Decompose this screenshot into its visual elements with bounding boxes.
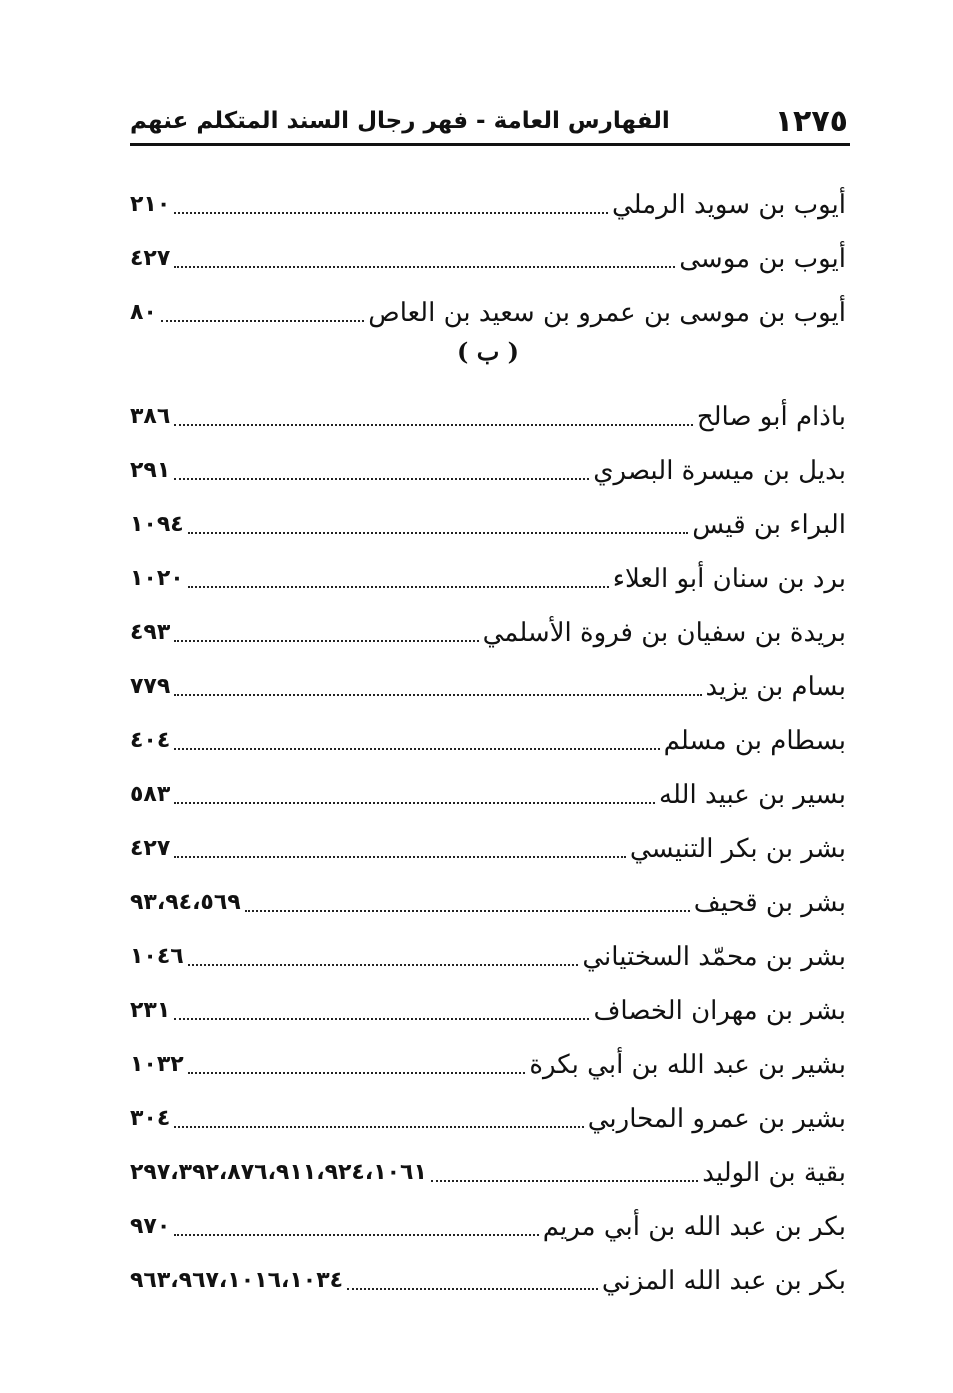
index-entry: [130, 758, 846, 812]
entry-name: بريدة بن سفيان بن فروة الأسلمي: [482, 618, 846, 648]
entry-name: البراء بن قيس: [692, 510, 846, 540]
index-entry: [130, 1136, 846, 1190]
leader-dots: [245, 910, 690, 912]
leader-dots: [188, 532, 689, 534]
entry-name: بكر بن عبد الله المزني: [601, 1266, 846, 1296]
leader-dots: [347, 1288, 598, 1290]
leader-dots: [431, 1180, 698, 1182]
index-entry: [130, 380, 846, 434]
index-entry: [130, 920, 846, 974]
leader-dots: [174, 478, 589, 480]
entry-name: بسام بن يزيد: [705, 672, 846, 702]
page-number: ١٢٧٥: [774, 104, 848, 139]
index-entry: [130, 1082, 846, 1136]
index-entry: [130, 276, 846, 330]
entry-pages: ١٠٢٠: [130, 566, 184, 591]
leader-dots: [188, 586, 609, 588]
entry-name: أيوب بن سويد الرملي: [612, 190, 846, 220]
leader-dots: [174, 694, 701, 696]
entry-pages: ١٠٩٤: [130, 512, 184, 537]
entry-name: بشر بن محمّد السختياني: [582, 942, 846, 972]
entry-name: بكر بن عبد الله بن أبي مريم: [542, 1212, 846, 1242]
entry-pages: ٩٣،٩٤،٥٦٩: [130, 890, 241, 915]
index-entry: [130, 650, 846, 704]
entry-pages: ٢١٠: [130, 192, 171, 217]
entry-name: بسير بن عبيد الله: [659, 780, 846, 810]
entry-pages: ٣٨٦: [130, 404, 171, 429]
section-heading: ( ب ): [456, 337, 519, 366]
entry-pages: ٧٧٩: [130, 674, 171, 699]
leader-dots: [174, 266, 675, 268]
entry-pages: ٢٩٧،٣٩٢،٨٧٦،٩١١،٩٢٤،١٠٦١: [130, 1160, 427, 1185]
entry-pages: ٤٠٤: [130, 728, 171, 753]
entry-name: بشير بن عبد الله بن أبي بكرة: [529, 1050, 846, 1080]
entry-name: بشير بن عمرو المحاربي: [587, 1104, 846, 1134]
entry-pages: ١٠٤٦: [130, 944, 184, 969]
entry-name: بقية بن الوليد: [702, 1158, 846, 1188]
entry-name: بشر بن قحيف: [693, 888, 846, 918]
leader-dots: [174, 748, 659, 750]
leader-dots: [174, 802, 655, 804]
entry-name: برد بن سنان أبو العلاء: [612, 564, 846, 594]
leader-dots: [161, 320, 364, 322]
entry-pages: ٣٠٤: [130, 1106, 171, 1131]
index-entry: [130, 866, 846, 920]
entry-name: بسطام بن مسلم: [663, 726, 846, 756]
index-entry: [130, 542, 846, 596]
entry-name: باذام أبو صالح: [696, 402, 846, 432]
entry-name: بديل بن ميسرة البصري: [593, 456, 846, 486]
index-entry: [130, 434, 846, 488]
index-entries: [130, 168, 846, 1298]
index-entry: [130, 222, 846, 276]
leader-dots: [188, 1072, 526, 1074]
running-title: الفهارس العامة - فهر رجال السند المتكلم عنهم: [130, 108, 670, 134]
index-entry: [130, 1028, 846, 1082]
page-header: [130, 98, 848, 144]
index-entry: [130, 704, 846, 758]
leader-dots: [174, 1126, 583, 1128]
leader-dots: [188, 964, 579, 966]
entry-pages: ٢٩١: [130, 458, 171, 483]
index-entry: [130, 1244, 846, 1298]
entry-pages: ٥٨٣: [130, 782, 171, 807]
entry-name: بشر بن مهران الخصاف: [593, 996, 846, 1026]
entry-pages: ١٠٣٢: [130, 1052, 184, 1077]
entry-pages: ٤٢٧: [130, 836, 171, 861]
header-rule: [130, 143, 850, 146]
index-entry: [130, 812, 846, 866]
entry-pages: ٩٦٣،٩٦٧،١٠١٦،١٠٣٤: [130, 1268, 344, 1293]
entry-pages: ٨٠: [130, 300, 157, 325]
index-entry: [130, 974, 846, 1028]
leader-dots: [174, 1018, 589, 1020]
entry-name: أيوب بن موسى بن عمرو بن سعيد بن العاص: [368, 298, 846, 328]
leader-dots: [174, 640, 478, 642]
index-entry: [130, 596, 846, 650]
leader-dots: [174, 1234, 538, 1236]
index-entry: [130, 1190, 846, 1244]
index-entry: [130, 168, 846, 222]
entry-pages: ٩٧٠: [130, 1214, 171, 1239]
entry-name: أيوب بن موسى: [679, 244, 846, 274]
entry-pages: ٤٩٣: [130, 620, 171, 645]
leader-dots: [174, 424, 693, 426]
index-entry: [130, 488, 846, 542]
leader-dots: [174, 212, 608, 214]
leader-dots: [174, 856, 626, 858]
entry-name: بشر بن بكر التنيسي: [629, 834, 846, 864]
entry-pages: ٤٢٧: [130, 246, 171, 271]
entry-pages: ٢٣١: [130, 998, 171, 1023]
